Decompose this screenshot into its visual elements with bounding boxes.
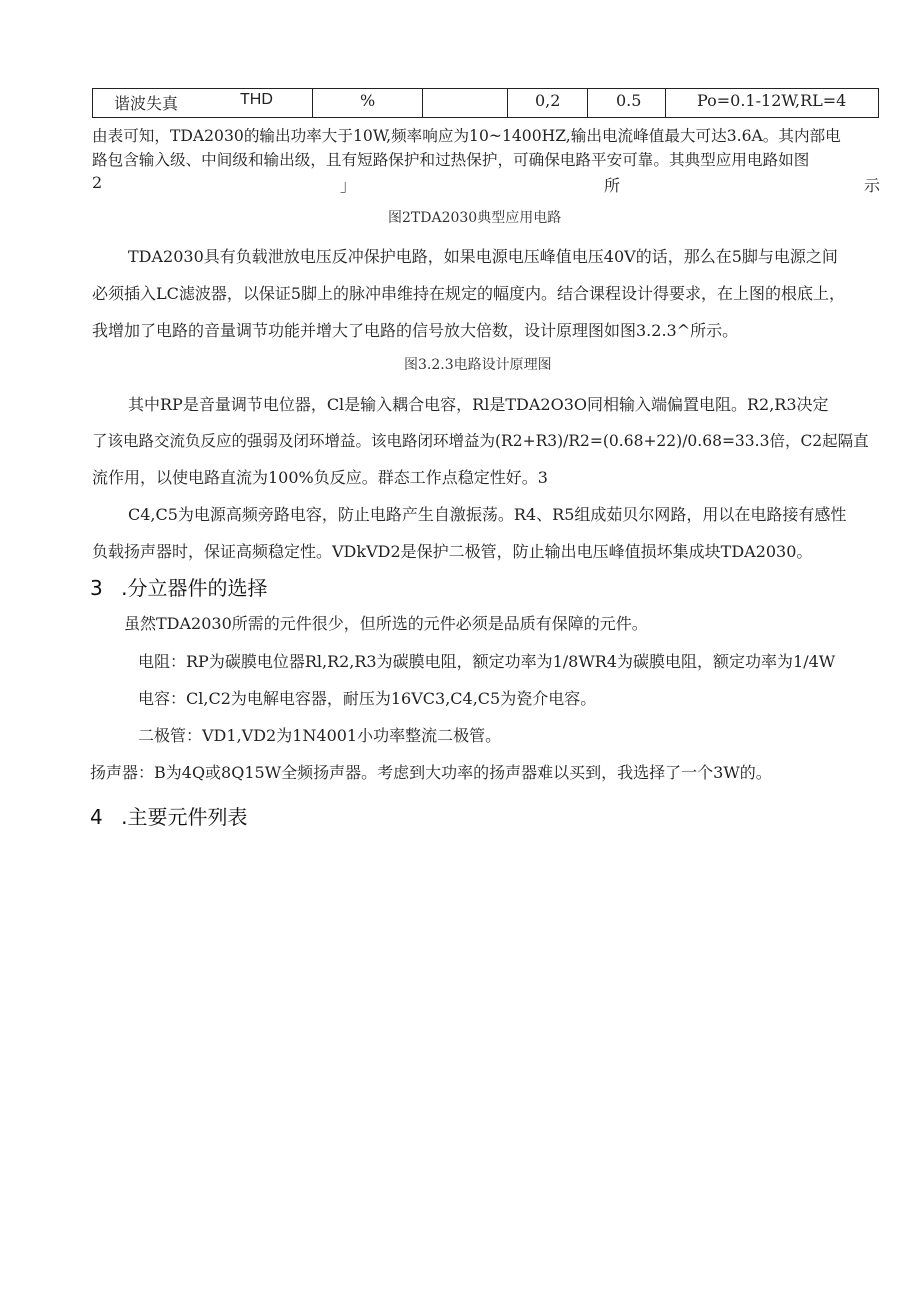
table-border-left — [92, 88, 93, 118]
table-cell-condition: Po=0.1-12W,RL=4 — [697, 91, 847, 110]
paragraph-line: 了该电路交流负反应的强弱及闭环增益。该电路闭环增益为(R2+R3)/R2=(0.68+22)/0.68=33.3倍，C2起隔直 — [92, 432, 869, 450]
table-border-right — [878, 88, 879, 118]
table-border-bottom — [92, 117, 879, 118]
section-title: .分立器件的选择 — [121, 576, 268, 600]
table-col-divider — [312, 88, 313, 118]
component-speaker-line: 扬声器：B为4Q或8Q15W全频扬声器。考虑到大功率的扬声器难以买到，我选择了一个3W的。 — [90, 763, 772, 782]
section-number: 3 — [90, 576, 103, 600]
table-col-divider — [507, 88, 508, 118]
component-resistor-line: 电阻：RP为碳膜电位器Rl,R2,R3为碳膜电阻，额定功率为1/8WR4为碳膜电阻，额定功率为1/4W — [138, 652, 836, 671]
component-capacitor-line: 电容：Cl,C2为电解电容器，耐压为16VC3,C4,C5为瓷介电容。 — [138, 689, 597, 708]
table-col-divider — [587, 88, 588, 118]
paragraph-line: 由表可知，TDA2030的输出功率大于10W,频率响应为10~1400HZ,输出电流峰值最大可达3.6A。其内部电 — [92, 127, 841, 145]
figure-caption: 图3.2.3电路设计原理图 — [404, 357, 552, 373]
table-border-top — [92, 88, 879, 89]
table-cell-symbol: THD — [240, 91, 273, 108]
paragraph-line-fragment: 示 — [864, 176, 881, 195]
section-number: 4 — [90, 805, 103, 829]
paragraph-line: TDA2030具有负载泄放电压反冲保护电路，如果电源电压峰值电压40V的话，那么在5脚与电源之间 — [128, 247, 838, 266]
paragraph-line: 流作用，以使电路直流为100%负反应。群态工作点稳定性好。3 — [92, 468, 548, 487]
section-title: .主要元件列表 — [121, 805, 248, 829]
paragraph-line: 必须插入LC滤波器，以保证5脚上的脉冲串维持在规定的幅度内。结合课程设计得要求，在上图的根底上， — [92, 284, 846, 303]
paragraph-line-fragment: 」 — [340, 176, 357, 195]
paragraph-line-fragment: 所 — [604, 176, 621, 195]
paragraph-line-fragment: 2 — [92, 173, 103, 192]
paragraph-line: 虽然TDA2030所需的元件很少，但所选的元件必须是品质有保障的元件。 — [124, 614, 648, 633]
section-heading — [90, 801, 247, 830]
component-diode-line: 二极管：VD1,VD2为1N4001小功率整流二极管。 — [138, 726, 502, 745]
paragraph-line: 其中RP是音量调节电位器，Cl是输入耦合电容，Rl是TDA2O3O同相输入端偏置电阻。R2,R3决定 — [128, 395, 829, 414]
table-cell-unit: % — [360, 91, 376, 110]
section-heading — [90, 572, 267, 601]
paragraph-line: 负载扬声器时，保证高频稳定性。VDkVD2是保护二极管，防止输出电压峰值损坏集成块TDA2030。 — [92, 542, 813, 561]
figure-caption: 图2TDA2030典型应用电路 — [388, 210, 562, 226]
table-cell-param: 谐波失真 — [114, 94, 179, 113]
spec-table-row — [92, 88, 879, 118]
table-col-divider — [422, 88, 423, 118]
table-cell-typ: 0,2 — [535, 91, 561, 110]
paragraph-line: C4,C5为电源高频旁路电容，防止电路产生自激振荡。R4、R5组成茹贝尔网路，用以在电路接有感性 — [128, 505, 847, 524]
table-cell-max: 0.5 — [616, 91, 642, 110]
paragraph-line: 路包含输入级、中间级和输出级，且有短路保护和过热保护，可确保电路平安可靠。其典型应用电路如图 — [92, 151, 810, 169]
table-col-divider — [665, 88, 666, 118]
paragraph-line: 我增加了电路的音量调节功能并增大了电路的信号放大倍数，设计原理图如图3.2.3^所示。 — [92, 321, 739, 340]
